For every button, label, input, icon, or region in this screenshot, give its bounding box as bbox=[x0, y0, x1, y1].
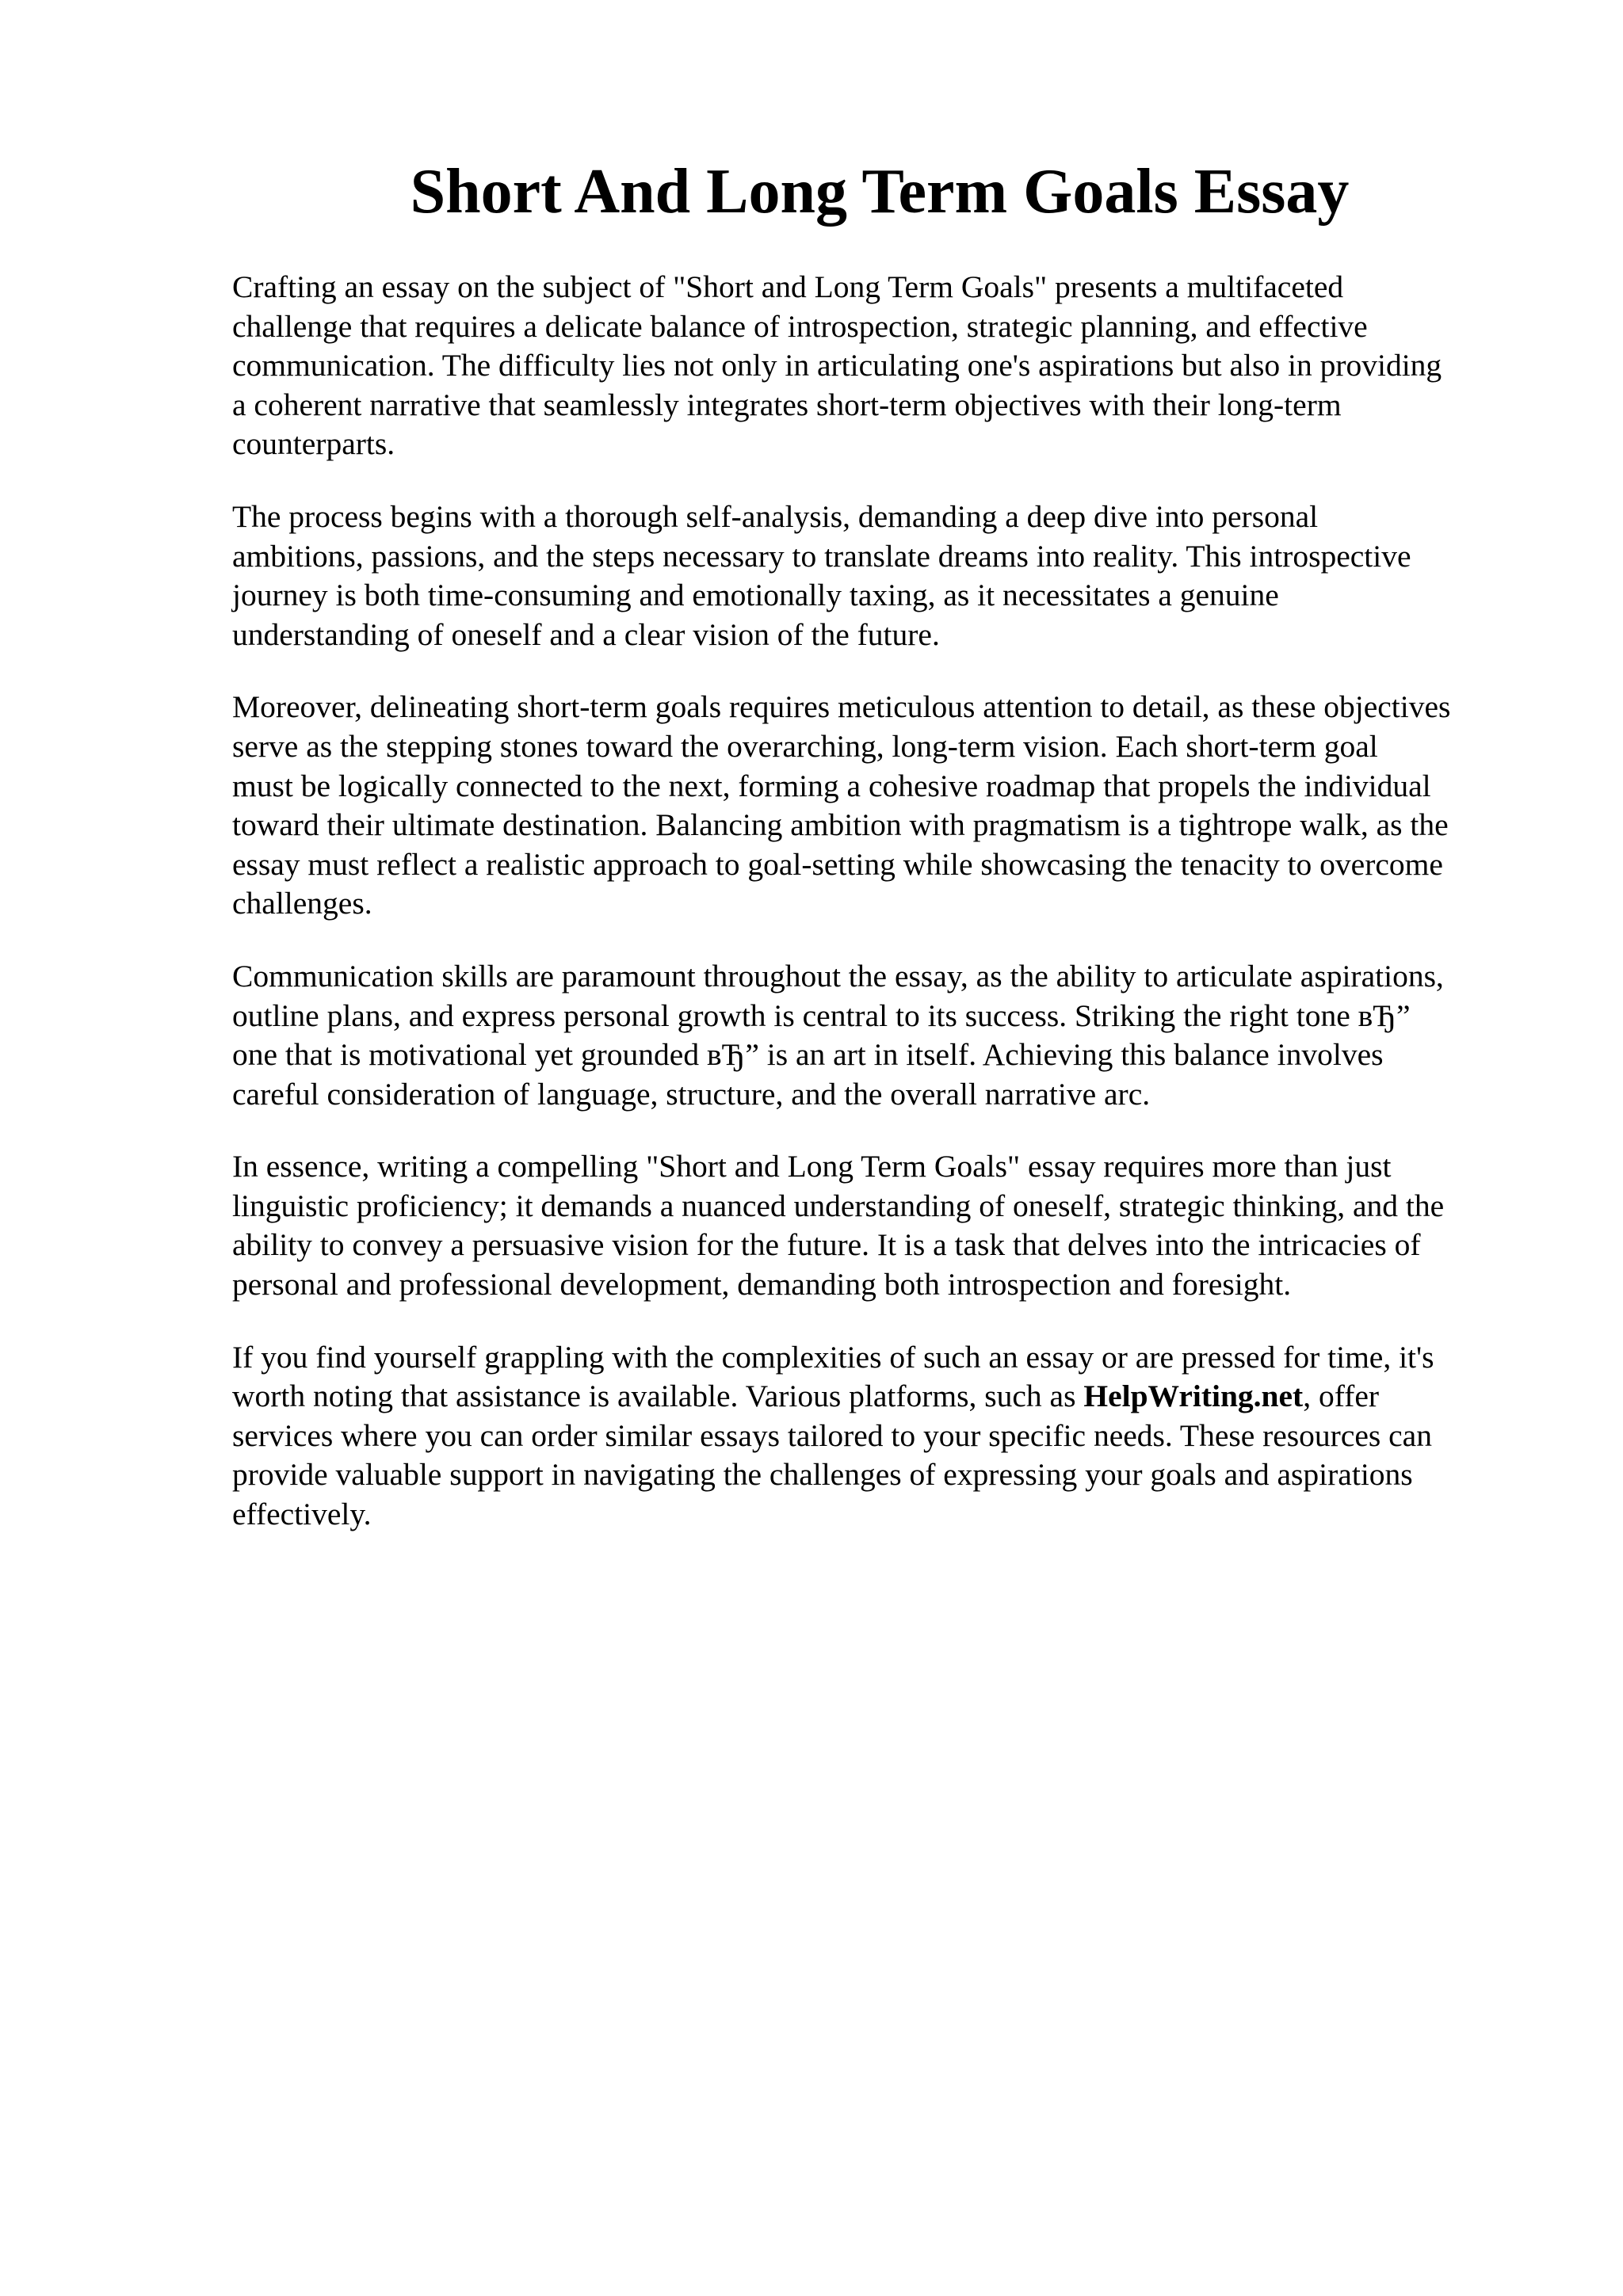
text-fragment: , offer bbox=[1303, 1379, 1379, 1414]
text-line: provide valuable support in navigating the challenges of expressing your goals and aspirations bbox=[232, 1457, 1413, 1493]
text-line: toward their ultimate destination. Balancing ambition with pragmatism is a tightrope walk, as the bbox=[232, 807, 1449, 843]
essay-body bbox=[232, 268, 1532, 1568]
text-line: effectively. bbox=[232, 1497, 372, 1532]
paragraph-4 bbox=[232, 957, 1532, 1114]
text-line: linguistic proficiency; it demands a nuanced understanding of oneself, strategic thinking, and the bbox=[232, 1188, 1445, 1223]
paragraph-3 bbox=[232, 688, 1532, 924]
paragraph-1 bbox=[232, 268, 1532, 464]
text-line: challenge that requires a delicate balance of introspection, strategic planning, and effective bbox=[232, 308, 1368, 344]
closing-paragraph bbox=[232, 1338, 1532, 1535]
text-line: serve as the stepping stones toward the overarching, long-term vision. Each short-term goal bbox=[232, 728, 1378, 764]
text-line: outline plans, and express personal growth is central to its success. Striking the right tone вЂ” bbox=[232, 997, 1411, 1033]
text-line: personal and professional development, demanding both introspection and foresight. bbox=[232, 1267, 1292, 1302]
text-line: essay must reflect a realistic approach to goal-setting while showcasing the tenacity to overcome bbox=[232, 846, 1443, 882]
paragraph-2 bbox=[232, 498, 1532, 654]
text-line: challenges. bbox=[232, 886, 372, 921]
text-line: ambitions, passions, and the steps necessary to translate dreams into reality. This introspective bbox=[232, 538, 1411, 574]
text-line: ability to convey a persuasive vision for the future. It is a task that delves into the intricacies of bbox=[232, 1227, 1421, 1263]
text-line: journey is both time-consuming and emotionally taxing, as it necessitates a genuine bbox=[232, 578, 1279, 613]
text-line: In essence, writing a compelling "Short and Long Term Goals" essay requires more than just bbox=[232, 1149, 1392, 1184]
text-fragment: worth noting that assistance is available. Various platforms, such as bbox=[232, 1379, 1084, 1414]
text-line: services where you can order similar essays tailored to your specific needs. These resources can bbox=[232, 1417, 1432, 1453]
text-line: counterparts. bbox=[232, 426, 395, 462]
text-line: communication. The difficulty lies not only in articulating one's aspirations but also in providing bbox=[232, 348, 1442, 383]
text-line: must be logically connected to the next, forming a cohesive roadmap that propels the individual bbox=[232, 768, 1431, 803]
text-line: understanding of oneself and a clear vision of the future. bbox=[232, 616, 940, 652]
text-line: Communication skills are paramount throughout the essay, as the ability to articulate aspirations, bbox=[232, 958, 1444, 994]
text-line: If you find yourself grappling with the complexities of such an essay or are pressed for time, it's bbox=[232, 1339, 1434, 1375]
text-line: Crafting an essay on the subject of "Short and Long Term Goals" presents a multifaceted bbox=[232, 269, 1344, 304]
text-line: one that is motivational yet grounded вЂ” is an art in itself. Achieving this balance involves bbox=[232, 1037, 1384, 1073]
text-line: Moreover, delineating short-term goals requires meticulous attention to detail, as these objectives bbox=[232, 689, 1451, 725]
page-title: Short And Long Term Goals Essay bbox=[410, 157, 1350, 227]
text-line: careful consideration of language, structure, and the overall narrative arc. bbox=[232, 1076, 1151, 1112]
brand-link-helpwriting[interactable]: HelpWriting.net bbox=[1083, 1379, 1304, 1414]
text-line: a coherent narrative that seamlessly integrates short-term objectives with their long-term bbox=[232, 387, 1342, 422]
paragraph-5 bbox=[232, 1147, 1532, 1304]
text-line: The process begins with a thorough self-analysis, demanding a deep dive into personal bbox=[232, 498, 1319, 534]
text-line-with-brand bbox=[232, 1377, 1532, 1417]
